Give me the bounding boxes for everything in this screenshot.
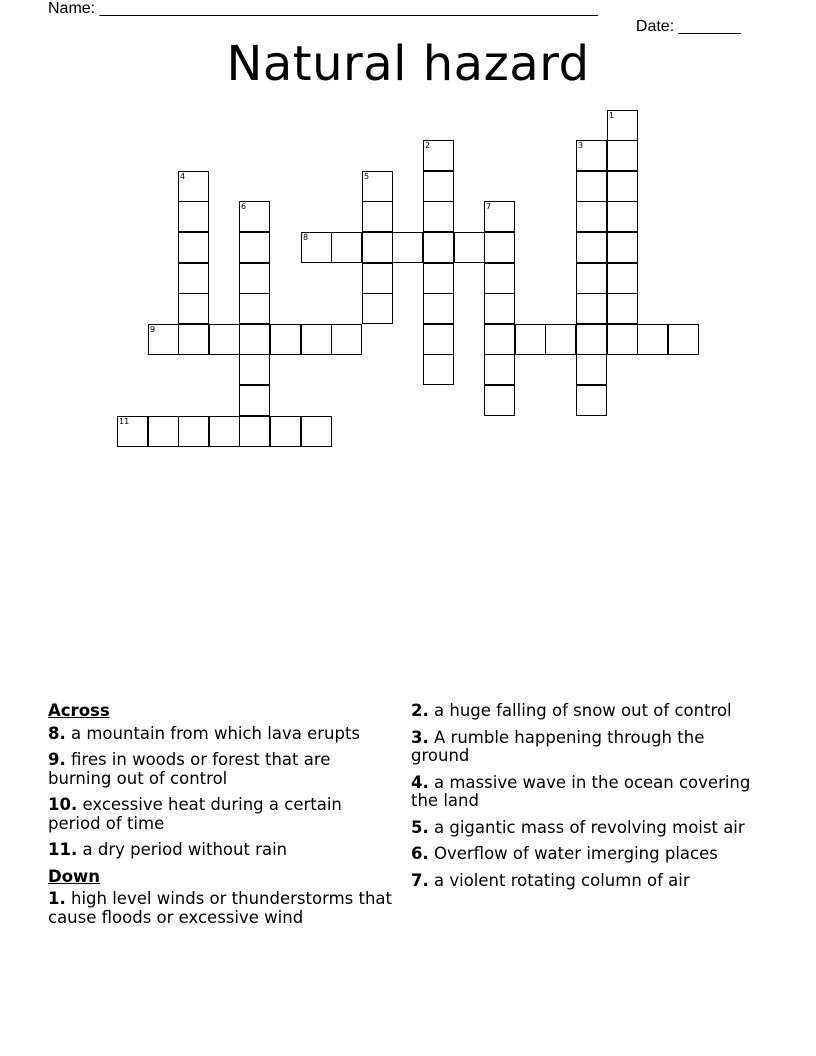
grid-cell[interactable] [576, 171, 607, 202]
grid-cell[interactable] [362, 201, 393, 232]
grid-cell[interactable] [178, 293, 209, 324]
grid-cell[interactable] [454, 232, 485, 263]
clue-number: 6. [411, 844, 429, 863]
grid-cell[interactable] [484, 324, 515, 355]
crossword-grid [0, 0, 816, 500]
grid-cell[interactable] [576, 263, 607, 294]
clue-text: a violent rotating column of air [434, 870, 690, 890]
grid-cell[interactable] [239, 293, 270, 324]
grid-cell[interactable] [239, 232, 270, 263]
down-heading: Down [48, 866, 101, 886]
grid-cell[interactable] [148, 416, 179, 447]
grid-cell[interactable] [576, 232, 607, 263]
clue-across-11 [48, 841, 393, 860]
grid-cell[interactable] [576, 201, 607, 232]
grid-cell[interactable] [484, 201, 515, 232]
grid-cell[interactable] [484, 232, 515, 263]
clue-text: excessive heat during a certain period of time [48, 795, 342, 833]
clue-across-9 [48, 751, 393, 788]
grid-cell[interactable] [423, 232, 454, 263]
grid-cell[interactable] [331, 324, 362, 355]
clue-text: a huge falling of snow out of control [434, 701, 732, 720]
grid-cell[interactable] [423, 263, 454, 294]
cell-number: 11 [119, 417, 130, 426]
across-heading: Across [48, 701, 110, 720]
grid-cell[interactable] [423, 354, 454, 385]
grid-cell[interactable] [362, 263, 393, 294]
clue-text: a gigantic mass of revolving moist air [434, 817, 745, 837]
cell-number: 8 [303, 233, 309, 242]
clue-number: 5. [411, 817, 429, 837]
clues-column-right [411, 702, 761, 898]
grid-cell[interactable] [117, 416, 148, 447]
clue-text: high level winds or thunderstorms that cause floods or excessive wind [48, 889, 393, 927]
name-label: Name: [48, 0, 100, 17]
clue-across-8 [48, 725, 393, 744]
grid-cell[interactable] [484, 385, 515, 416]
grid-cell[interactable] [668, 324, 699, 355]
clue-number: 7. [411, 870, 429, 890]
grid-cell[interactable] [178, 324, 209, 355]
clue-text: Overflow of water imerging places [434, 844, 718, 863]
grid-cell[interactable] [301, 232, 332, 263]
grid-cell[interactable] [178, 263, 209, 294]
grid-cell[interactable] [607, 232, 638, 263]
grid-cell[interactable] [392, 232, 423, 263]
grid-cell[interactable] [148, 324, 179, 355]
grid-cell[interactable] [607, 201, 638, 232]
grid-cell[interactable] [423, 324, 454, 355]
cell-number: 9 [150, 325, 156, 334]
grid-cell[interactable] [209, 416, 240, 447]
clue-down-5 [411, 819, 761, 838]
grid-cell[interactable] [239, 354, 270, 385]
grid-cell[interactable] [362, 232, 393, 263]
grid-cell[interactable] [484, 293, 515, 324]
clue-number: 10. [48, 795, 78, 814]
clue-down-7 [411, 872, 761, 891]
grid-cell[interactable] [239, 201, 270, 232]
grid-cell[interactable] [484, 354, 515, 385]
date-line[interactable]: _______ [678, 18, 741, 35]
page-title: Natural hazard [226, 36, 590, 92]
grid-cell[interactable] [607, 171, 638, 202]
cell-number: 2 [425, 141, 431, 150]
clue-number: 3. [411, 727, 429, 747]
name-line[interactable]: ________________________________________________________ [99, 0, 598, 17]
grid-cell[interactable] [178, 201, 209, 232]
clue-text: A rumble happening through the ground [411, 727, 705, 765]
clue-number: 8. [48, 723, 66, 743]
grid-cell[interactable] [576, 324, 607, 355]
grid-cell[interactable] [607, 263, 638, 294]
grid-cell[interactable] [423, 201, 454, 232]
grid-cell[interactable] [270, 324, 301, 355]
grid-cell[interactable] [301, 324, 332, 355]
grid-cell[interactable] [239, 324, 270, 355]
cell-number: 7 [486, 202, 492, 211]
grid-cell[interactable] [515, 324, 546, 355]
grid-cell[interactable] [362, 171, 393, 202]
cell-number: 5 [364, 172, 370, 181]
clue-across-10 [48, 796, 393, 833]
clues-column-left [48, 702, 393, 935]
clue-down-3 [411, 729, 761, 766]
grid-cell[interactable] [576, 293, 607, 324]
cell-number: 3 [578, 141, 584, 150]
grid-cell[interactable] [178, 232, 209, 263]
clue-text: a massive wave in the ocean covering the land [411, 772, 751, 810]
grid-cell[interactable] [178, 416, 209, 447]
clue-down-1 [48, 890, 393, 927]
clue-number: 11. [48, 840, 78, 859]
clue-number: 2. [411, 701, 429, 720]
grid-cell[interactable] [607, 140, 638, 171]
grid-cell[interactable] [178, 171, 209, 202]
grid-cell[interactable] [239, 416, 270, 447]
clue-text: a mountain from which lava erupts [71, 723, 361, 743]
grid-cell[interactable] [209, 324, 240, 355]
grid-cell[interactable] [607, 293, 638, 324]
clue-down-6 [411, 845, 761, 864]
clue-number: 9. [48, 750, 66, 769]
clue-text: fires in woods or forest that are burning out of control [48, 750, 331, 788]
clue-down-4 [411, 774, 761, 811]
grid-cell[interactable] [607, 324, 638, 355]
grid-cell[interactable] [362, 293, 393, 324]
date-label: Date: [635, 18, 679, 35]
grid-cell[interactable] [607, 110, 638, 141]
clue-number: 1. [48, 889, 66, 908]
cell-number: 6 [241, 202, 247, 211]
grid-cell[interactable] [423, 171, 454, 202]
grid-cell[interactable] [331, 232, 362, 263]
clue-number: 4. [411, 772, 429, 792]
grid-cell[interactable] [301, 416, 332, 447]
grid-cell[interactable] [423, 140, 454, 171]
grid-cell[interactable] [270, 416, 301, 447]
grid-cell[interactable] [239, 263, 270, 294]
clue-text: a dry period without rain [82, 840, 288, 859]
grid-cell[interactable] [545, 324, 576, 355]
clue-down-2 [411, 702, 761, 721]
grid-cell[interactable] [239, 385, 270, 416]
grid-cell[interactable] [576, 354, 607, 385]
cell-number: 4 [180, 172, 186, 181]
grid-cell[interactable] [423, 293, 454, 324]
grid-cell[interactable] [576, 385, 607, 416]
cell-number: 1 [609, 111, 615, 120]
grid-cell[interactable] [576, 140, 607, 171]
grid-cell[interactable] [637, 324, 668, 355]
grid-cell[interactable] [484, 263, 515, 294]
